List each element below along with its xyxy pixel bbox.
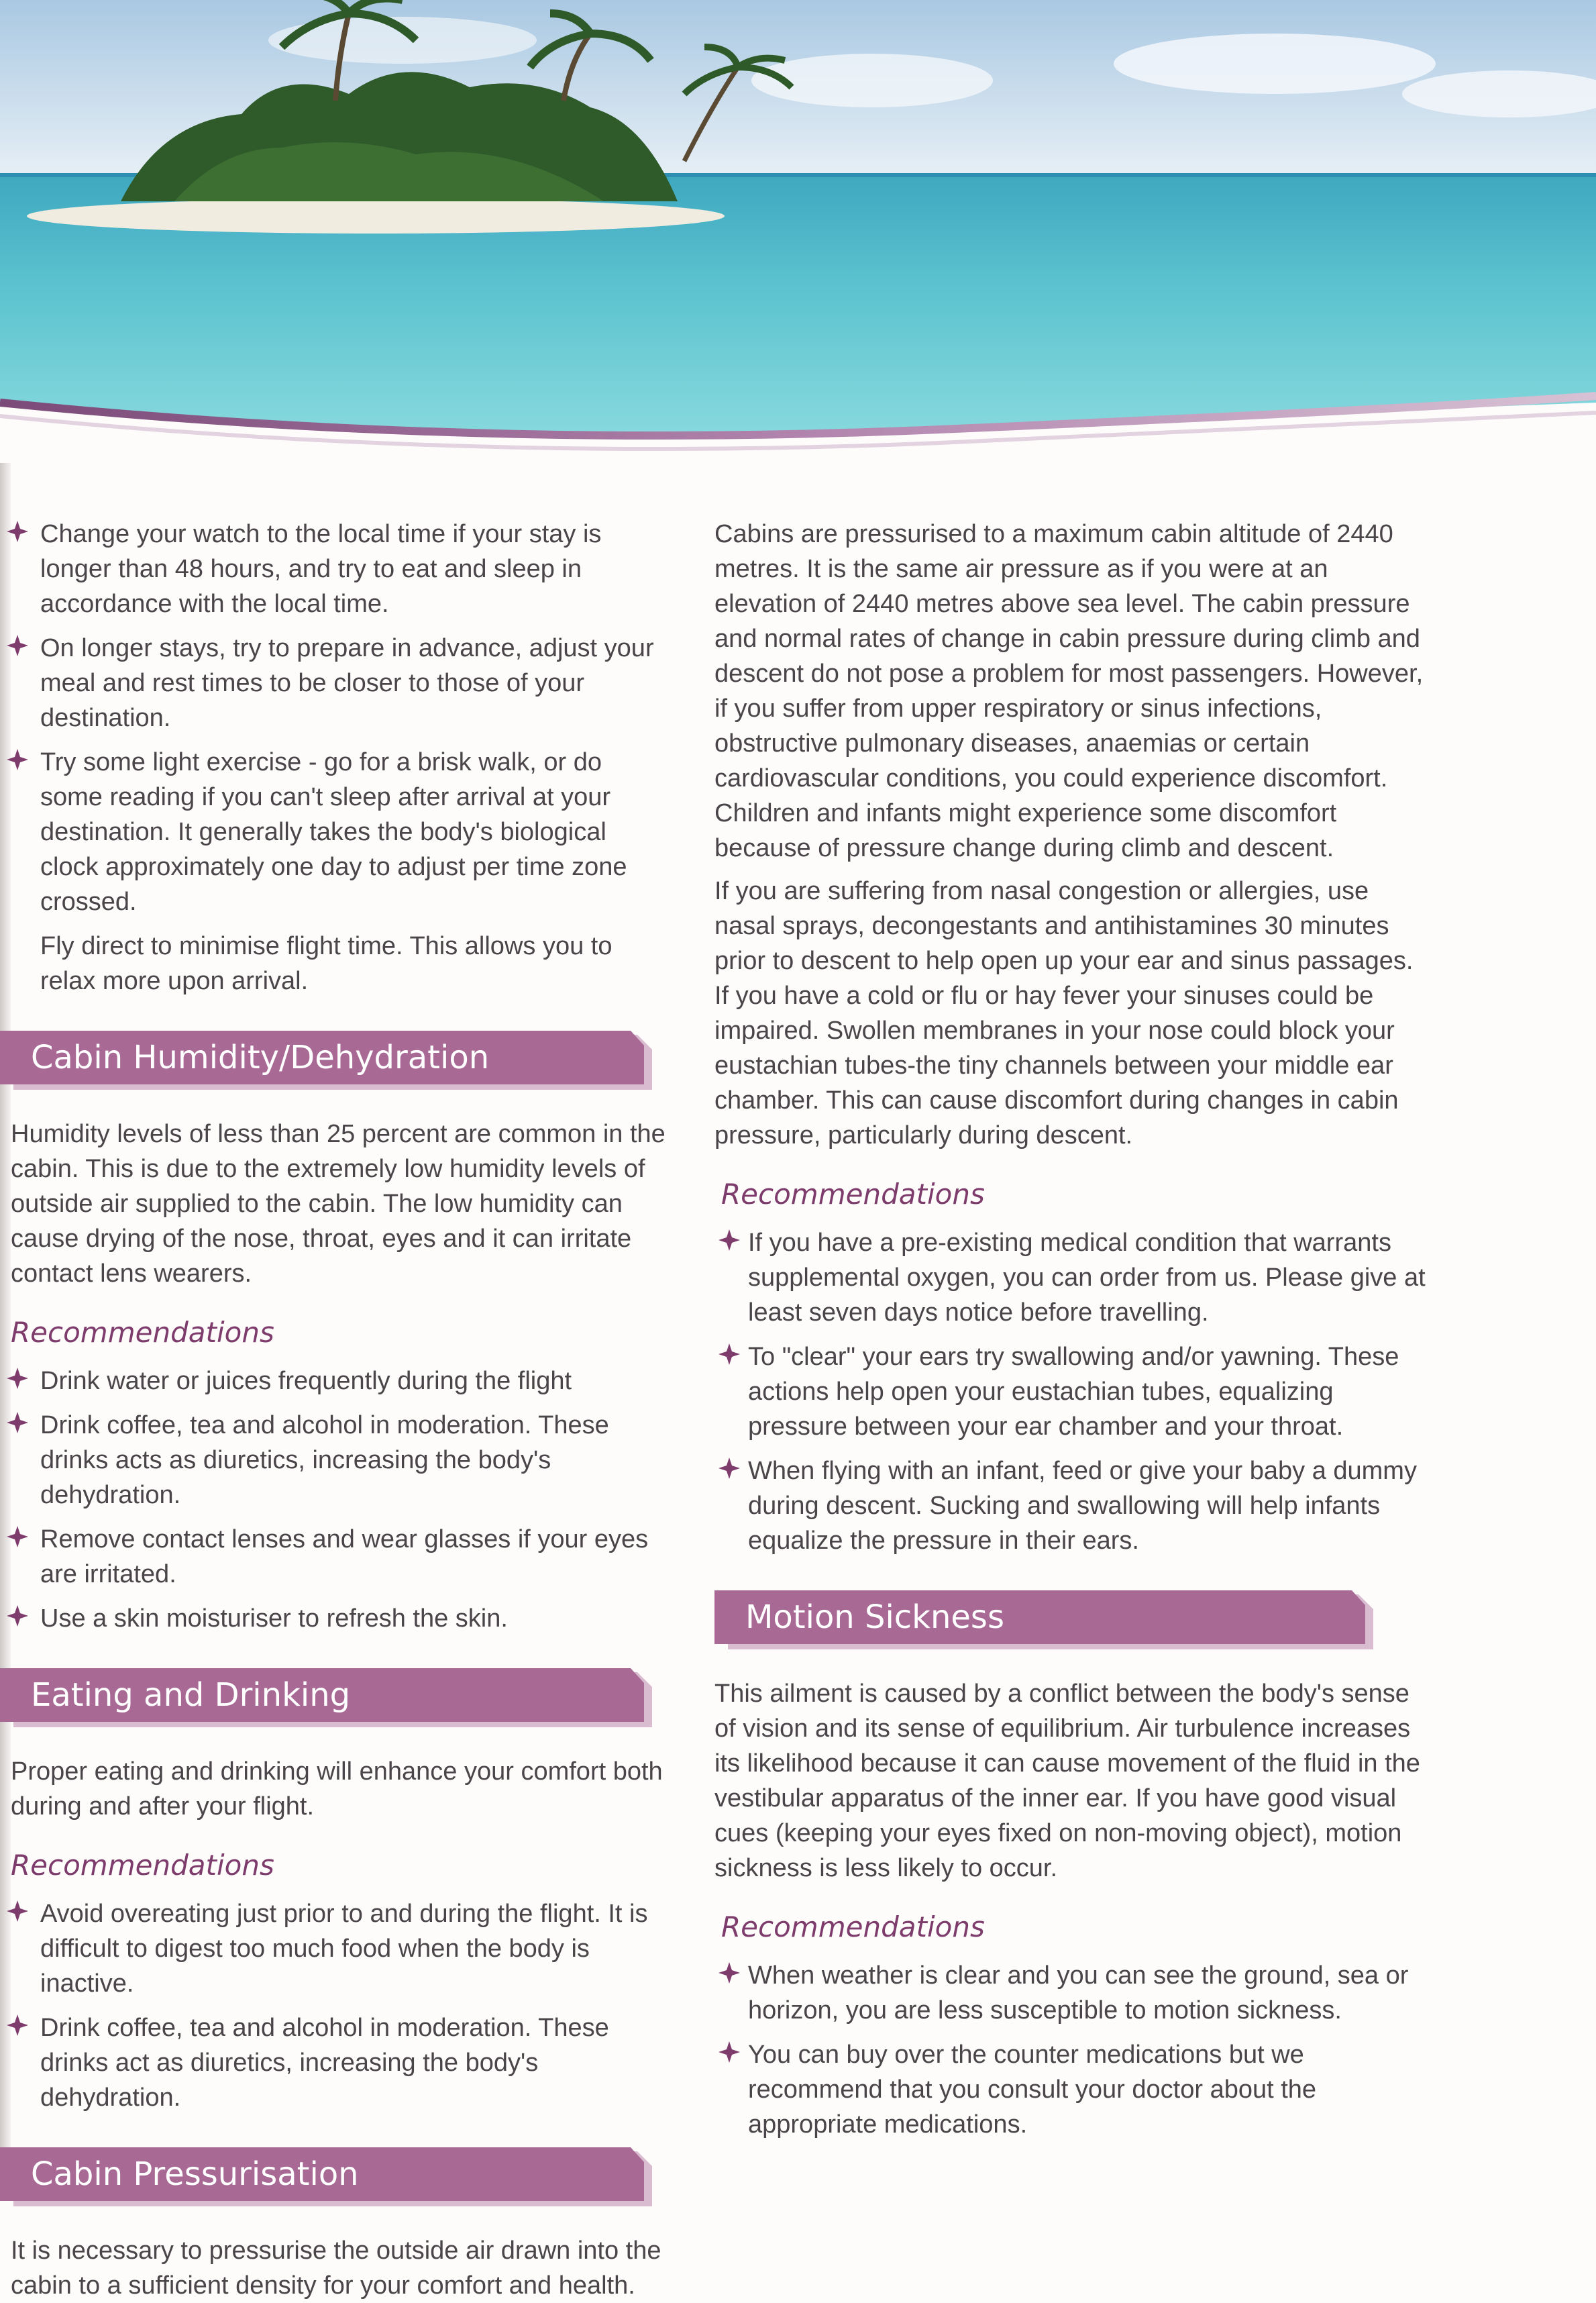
intro-plain-text: Fly direct to minimise flight time. This allows you to relax more upon arrival. [40,932,613,995]
list-item [0,1364,671,1398]
list-item [0,1896,671,2001]
list-item [714,1225,1426,1330]
list-item [714,2037,1426,2142]
four-point-star-icon [7,2014,28,2036]
intro-bullet-list [0,517,671,919]
bullet-text: If you have a pre-existing medical condition that warrants supplemental oxygen, you can order from us. Please give at least seven days notice before travelling. [748,1229,1426,1327]
tropical-island-icon [0,0,1596,463]
pressurisation-bullet-list [714,1225,1426,1558]
bullet-text: Change your watch to the local time if your stay is longer than 48 hours, and try to eat and sleep in accordance with the local time. [40,520,602,618]
four-point-star-icon [7,1900,28,1922]
four-point-star-icon [719,1229,740,1251]
bullet-text: Drink coffee, tea and alcohol in moderation. These drinks acts as diuretics, increasing the body's dehydration. [40,1411,609,1509]
recommendations-heading: Recommendations [11,1849,274,1882]
bullet-text: You can buy over the counter medications but we recommend that you consult your doctor about the appropriate medications. [748,2041,1317,2139]
bullet-text: To "clear" your ears try swallowing and/or yawning. These actions help open your eustachian tubes, equalizing pressure between your ear chamber and your throat. [748,1343,1399,1441]
four-point-star-icon [719,1457,740,1479]
four-point-star-icon [719,1343,740,1365]
list-item [714,1453,1426,1558]
section-banner-humidity [0,1025,671,1090]
bullet-text: When flying with an infant, feed or give your baby a dummy during descent. Sucking and swallowing will help infants equalize the pressure in their ears. [748,1457,1417,1555]
list-item [714,1958,1426,2028]
left-column [0,517,671,2303]
list-item [714,1339,1426,1444]
bullet-text: Avoid overeating just prior to and during the flight. It is difficult to digest too much food when the body is inactive. [40,1900,648,1998]
four-point-star-icon [7,1368,28,1389]
section-banner-eating [0,1663,671,1727]
section-banner-motion [714,1585,1426,1649]
bullet-text: Remove contact lenses and wear glasses if your eyes are irritated. [40,1525,649,1588]
recommendations-heading: Recommendations [721,1178,985,1211]
bullet-text: When weather is clear and you can see the ground, sea or horizon, you are less susceptible to motion sickness. [748,1961,1409,2025]
section-title: Cabin Pressurisation [31,2155,359,2193]
bullet-text: Use a skin moisturiser to refresh the skin. [40,1604,508,1633]
list-item [0,2010,671,2115]
pressurisation-paragraph-2: If you are suffering from nasal congestion or allergies, use nasal sprays, decongestants and antihistamines 30 minutes prior to descent to help open up your ear and sinus passages. If you have a cold or flu or hay fever your sinuses could be impaired. Swollen membranes in your nose could block your eustachian tubes-the tiny channels between your middle ear chamber. This can cause discomfort during changes in cabin pressure, particularly during descent. [714,877,1414,1149]
four-point-star-icon [7,635,28,656]
list-item [0,631,671,735]
humidity-body: Humidity levels of less than 25 percent are common in the cabin. This is due to the extremely low humidity levels of outside air supplied to the cabin. The low humidity can cause drying of the nose, throat, eyes and it can irritate contact lens wearers. [11,1120,666,1288]
list-item [0,517,671,621]
four-point-star-icon [7,749,28,770]
pressurisation-body: It is necessary to pressurise the outside air drawn into the cabin to a sufficient density for your comfort and health. [11,2237,661,2300]
four-point-star-icon [719,2041,740,2063]
four-point-star-icon [7,521,28,542]
four-point-star-icon [7,1605,28,1627]
four-point-star-icon [719,1962,740,1984]
section-title: Cabin Humidity/Dehydration [31,1039,490,1076]
bullet-text: Drink water or juices frequently during the flight [40,1367,572,1395]
bullet-text: On longer stays, try to prepare in advance, adjust your meal and rest times to be closer to those of your destination. [40,634,654,732]
motion-body: This ailment is caused by a conflict between the body's sense of vision and its sense of equilibrium. Air turbulence increases its likelihood because it can cause movement of the fluid in the vestibular apparatus of the inner ear. If you have good visual cues (keeping your eyes fixed on non-moving object), motion sickness is less likely to occur. [714,1680,1420,1882]
recommendations-heading: Recommendations [721,1910,985,1943]
list-item [0,1408,671,1513]
section-title: Eating and Drinking [31,1676,351,1714]
right-column [714,517,1426,2151]
list-item [0,1601,671,1636]
recommendations-heading: Recommendations [11,1316,274,1349]
four-point-star-icon [7,1526,28,1547]
bullet-text: Try some light exercise - go for a brisk walk, or do some reading if you can't sleep after arrival at your destination. It generally takes the body's biological clock approximately one day to adjust per time zone crossed. [40,748,627,916]
eating-body: Proper eating and drinking will enhance your comfort both during and after your flight. [11,1757,663,1821]
pressurisation-paragraph-1: Cabins are pressurised to a maximum cabin altitude of 2440 metres. It is the same air pressure as if you were at an elevation of 2440 metres above sea level. The cabin pressure and normal rates of change in cabin pressure during climb and descent do not pose a problem for most passengers. However, if you suffer from upper respiratory or sinus infections, obstructive pulmonary diseases, anaemias or certain cardiovascular conditions, you could experience discomfort. Children and infants might experience some discomfort because of pressure change during climb and descent. [714,520,1424,862]
bullet-text: Drink coffee, tea and alcohol in moderation. These drinks act as diuretics, increasing the body's dehydration. [40,2014,609,2112]
eating-bullet-list [0,1896,671,2115]
section-banner-pressurisation [0,2142,671,2206]
list-item [0,745,671,919]
section-title: Motion Sickness [745,1598,1004,1636]
motion-bullet-list [714,1958,1426,2142]
humidity-bullet-list [0,1364,671,1636]
list-item [0,1522,671,1592]
hero-island-photo [0,0,1596,463]
four-point-star-icon [7,1412,28,1433]
